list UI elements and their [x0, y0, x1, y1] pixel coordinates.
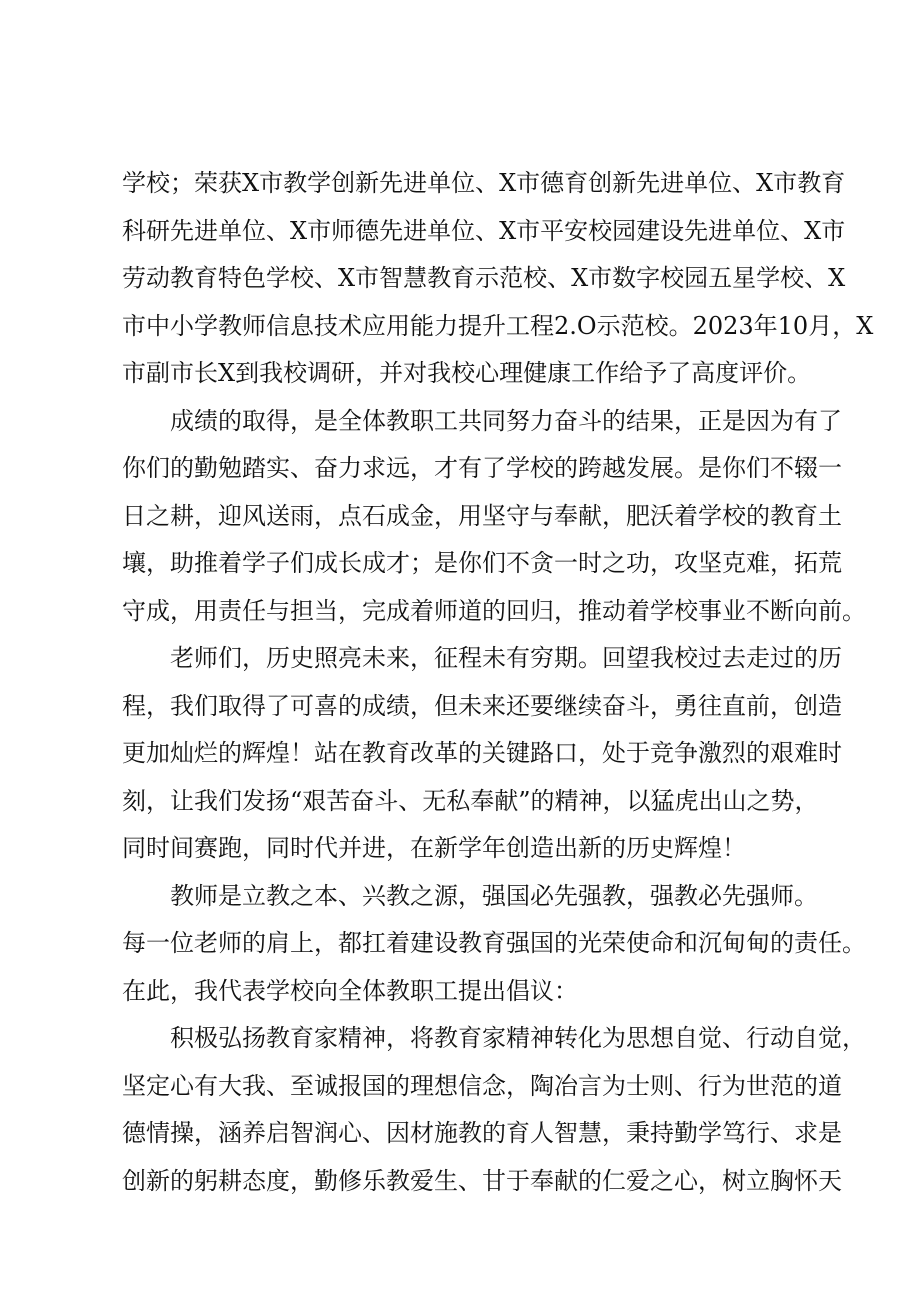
text-line: 壤，助推着学子们成长成才；是你们不贪一时之功，攻坚克难，拓荒	[122, 549, 842, 577]
text-line: 学校；荣获X市教学创新先进单位、X市德育创新先进单位、X市教育	[122, 169, 846, 197]
paragraph-first-line: 老师们，历史照亮未来，征程未有穷期。回望我校过去走过的历	[170, 644, 842, 672]
text-line: 日之耕，迎风送雨，点石成金，用坚守与奉献，肥沃着学校的教育土	[122, 501, 842, 530]
text-line: 刻，让我们发扬“艰苦奋斗、无私奉献”的精神，以猛虎出山之势，	[122, 786, 819, 815]
text-line: 市副市长X到我校调研，并对我校心理健康工作给予了高度评价。	[122, 359, 812, 387]
text-line: 程，我们取得了可喜的成绩，但未来还要继续奋斗，勇往直前，创造	[122, 691, 842, 720]
text-line: 在此，我代表学校向全体教职工提出倡议：	[122, 976, 578, 1005]
paragraph-first-line: 成绩的取得，是全体教职工共同努力奋斗的结果，正是因为有了	[170, 406, 842, 435]
text-line: 劳动教育特色学校、X市智慧教育示范校、X市数字校园五星学校、X	[122, 264, 846, 292]
text-line: 你们的勤勉踏实、奋力求远，才有了学校的跨越发展。是你们不辍一	[122, 454, 842, 482]
text-line: 每一位老师的肩上，都扛着建设教育强国的光荣使命和沉甸甸的责任。	[122, 929, 866, 957]
text-line: 市中小学教师信息技术应用能力提升工程2.O示范校。2023年10月，X	[122, 311, 874, 340]
text-line: 坚定心有大我、至诚报国的理想信念，陶冶言为士则、行为世范的道	[122, 1071, 842, 1100]
text-line: 同时间赛跑，同时代并进，在新学年创造出新的历史辉煌！	[122, 834, 746, 862]
paragraph-first-line: 积极弘扬教育家精神，将教育家精神转化为思想自觉、行动自觉，	[170, 1024, 866, 1052]
text-line: 德情操，涵养启智润心、因材施教的育人智慧，秉持勤学笃行、求是	[122, 1119, 842, 1147]
text-line: 创新的躬耕态度，勤修乐教爱生、甘于奉献的仁爱之心，树立胸怀天	[122, 1166, 842, 1195]
text-line: 更加灿烂的辉煌！站在教育改革的关键路口，处于竞争激烈的艰难时	[122, 739, 842, 767]
paragraph-first-line: 教师是立教之本、兴教之源，强国必先强教，强教必先强师。	[170, 881, 818, 910]
text-line: 科研先进单位、X市师德先进单位、X市平安校园建设先进单位、X市	[122, 216, 846, 245]
document-body	[122, 160, 874, 1205]
text-line: 守成，用责任与担当，完成着师道的回归，推动着学校事业不断向前。	[122, 596, 866, 625]
